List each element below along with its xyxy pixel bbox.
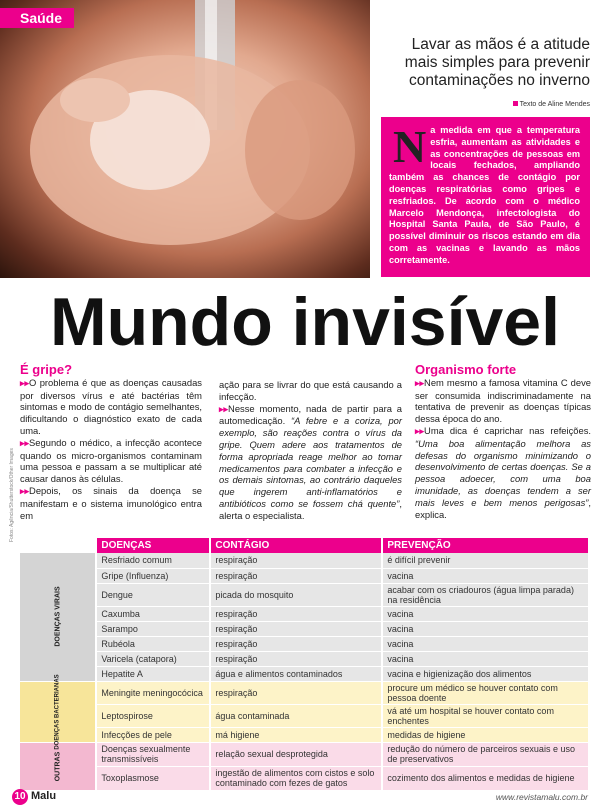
cell: procure um médico se houver contato com pessoa doente bbox=[382, 681, 589, 704]
cell: acabar com os criadouros (água limpa parada) na residência bbox=[382, 583, 589, 606]
group-bacterianas bbox=[20, 674, 96, 750]
cell: má higiene bbox=[210, 727, 382, 742]
quote: “A febre e a coriza, por exemplo, são reações contra o vírus da gripe. Quem adere aos tratamentos de forma apropriada reage melhor ao tomar medicamentos para combater a infecção e os demais sintomas, ao contrário daqueles que ingerem anti-inflamatórios e antibióticos como se fossem chá quente” bbox=[219, 415, 402, 509]
cell: ingestão de alimentos com cistos e solo contaminado com fezes de gatos bbox=[210, 766, 382, 790]
arrow-icon: ▸▸ bbox=[219, 403, 229, 414]
hands-illustration bbox=[0, 0, 370, 278]
cell: picada do mosquito bbox=[210, 583, 382, 606]
cell: vacina e higienização dos alimentos bbox=[382, 666, 589, 681]
paragraph-text: Nesse momento, nada de partir para a automedicação. bbox=[219, 402, 402, 427]
header-prevencao: PREVENÇÃO bbox=[382, 538, 589, 553]
photo-credit: Fotos: Agência/Shutterstock/Other Images bbox=[9, 448, 15, 542]
group-virais bbox=[20, 553, 96, 681]
paragraph bbox=[415, 425, 591, 520]
cell: Doenças sexualmente transmissíveis bbox=[96, 742, 210, 766]
dropcap: N bbox=[393, 121, 427, 172]
cell: é difícil prevenir bbox=[382, 553, 589, 568]
hands-washing-photo bbox=[0, 0, 370, 278]
paragraph bbox=[20, 437, 202, 485]
cell: Hepatite A bbox=[96, 666, 210, 681]
heading-organismo: Organismo forte bbox=[415, 362, 517, 377]
cell: Resfriado comum bbox=[96, 553, 210, 568]
cell: vacina bbox=[382, 568, 589, 583]
group-label: OUTRAS bbox=[54, 751, 62, 781]
byline-text: Texto de Aline Mendes bbox=[519, 101, 590, 108]
paragraph-text: , alerta o especialista. bbox=[219, 497, 402, 521]
cell: Sarampo bbox=[96, 621, 210, 636]
cell: respiração bbox=[210, 606, 382, 621]
headline: Lavar as mãos é a atitude mais simples para prevenir contaminações no inverno bbox=[404, 36, 590, 89]
cell: água contaminada bbox=[210, 704, 382, 727]
quote: “Uma boa alimentação melhora as defesas do organismo minimizando o desenvolvimento de certas doenças. Se a pessoa adoecer, com uma boa imunidade, as doenças tendem a ser mais leves e bem menos perigosas” bbox=[415, 437, 591, 508]
magazine-name: Malu bbox=[31, 790, 57, 802]
page-footer bbox=[0, 788, 600, 805]
disease-table bbox=[20, 538, 590, 791]
paragraph bbox=[219, 403, 402, 522]
column-3 bbox=[415, 364, 591, 520]
cell: vacina bbox=[382, 621, 589, 636]
cell: relação sexual desprotegida bbox=[210, 742, 382, 766]
cell: Caxumba bbox=[96, 606, 210, 621]
byline bbox=[513, 101, 590, 108]
arrow-icon: ▸▸ bbox=[20, 437, 30, 448]
cell: Meningite meningocócica bbox=[96, 681, 210, 704]
paragraph-text: O problema é que as doenças causadas por diversos vírus e até bactérias têm sintomas e modo de contágio semelhantes, dificultando o diagnóstico exato de cada uma. bbox=[20, 376, 202, 436]
header-doencas: DOENÇAS bbox=[96, 538, 210, 553]
paragraph bbox=[20, 485, 202, 521]
cell: Varicela (catapora) bbox=[96, 651, 210, 666]
cell: vá até um hospital se houver contato com enchentes bbox=[382, 704, 589, 727]
arrow-icon: ▸▸ bbox=[415, 377, 425, 388]
paragraph bbox=[20, 377, 202, 437]
cell: Leptospirose bbox=[96, 704, 210, 727]
cell: respiração bbox=[210, 621, 382, 636]
cell: vacina bbox=[382, 636, 589, 651]
article-title: Mundo invisível bbox=[49, 284, 561, 360]
arrow-icon: ▸▸ bbox=[415, 425, 425, 436]
paragraph bbox=[415, 377, 591, 425]
byline-marker bbox=[513, 101, 518, 106]
header-contagio: CONTÁGIO bbox=[210, 538, 382, 553]
paragraph-text: Uma dica é caprichar nas refeições. bbox=[424, 424, 591, 436]
cell: Toxoplasmose bbox=[96, 766, 210, 790]
cell: vacina bbox=[382, 606, 589, 621]
page-number: 10 bbox=[12, 789, 28, 805]
paragraph-text: Depois, os sinais da doença se manifestam e o sistema imunológico entra em bbox=[20, 484, 202, 521]
heading-gripe: É gripe? bbox=[20, 362, 73, 377]
cell: respiração bbox=[210, 636, 382, 651]
cell: Infecções de pele bbox=[96, 727, 210, 742]
paragraph-text: Segundo o médico, a infecção acontece quando os micro-organismos contaminam uma pessoa e passam a se multiplicar até causar danos às células. bbox=[20, 436, 202, 485]
intro-box bbox=[381, 117, 590, 277]
cell: cozimento dos alimentos e medidas de higiene bbox=[382, 766, 589, 790]
paragraph-text: , explica. bbox=[415, 496, 591, 520]
cell: respiração bbox=[210, 681, 382, 704]
paragraph-text: Nem mesmo a famosa vitamina C deve ser consumida indiscriminadamente na tentativa de prevenir as doenças típicas dessa época do ano. bbox=[415, 376, 591, 425]
table-corner bbox=[20, 538, 96, 553]
cell: respiração bbox=[210, 568, 382, 583]
intro-text: a medida em que a temperatura esfria, aumentam as atividades e as concentrações de pessoas em locais fechados, ampliando também as chances de contágio por doenças respiratórias como gripes e resfriados. De acordo com o médico Marcelo Mendonça, infectologista do Hospital Santa Paula, de São Paulo, é possível diminuir os riscos estando em dia com as vacinas e lavando as mãos corretamente. bbox=[389, 125, 580, 265]
group-label: DOENÇAS BACTERIANAS bbox=[54, 674, 61, 750]
column-2 bbox=[219, 379, 402, 522]
cell: água e alimentos contaminados bbox=[210, 666, 382, 681]
cell: medidas de higiene bbox=[382, 727, 589, 742]
website-link[interactable]: www.revistamalu.com.br bbox=[495, 792, 588, 802]
arrow-icon: ▸▸ bbox=[20, 377, 30, 388]
cell: respiração bbox=[210, 553, 382, 568]
cell: vacina bbox=[382, 651, 589, 666]
cell: Rubéola bbox=[96, 636, 210, 651]
arrow-icon: ▸▸ bbox=[20, 485, 30, 496]
group-label: DOENÇAS VIRAIS bbox=[54, 586, 62, 647]
column-1 bbox=[20, 364, 202, 521]
cell: Dengue bbox=[96, 583, 210, 606]
cell: respiração bbox=[210, 651, 382, 666]
cell: redução do número de parceiros sexuais e uso de preservativos bbox=[382, 742, 589, 766]
section-tab: Saúde bbox=[0, 8, 74, 28]
cell: Gripe (Influenza) bbox=[96, 568, 210, 583]
paragraph: ação para se livrar do que está causando a infecção. bbox=[219, 379, 402, 402]
